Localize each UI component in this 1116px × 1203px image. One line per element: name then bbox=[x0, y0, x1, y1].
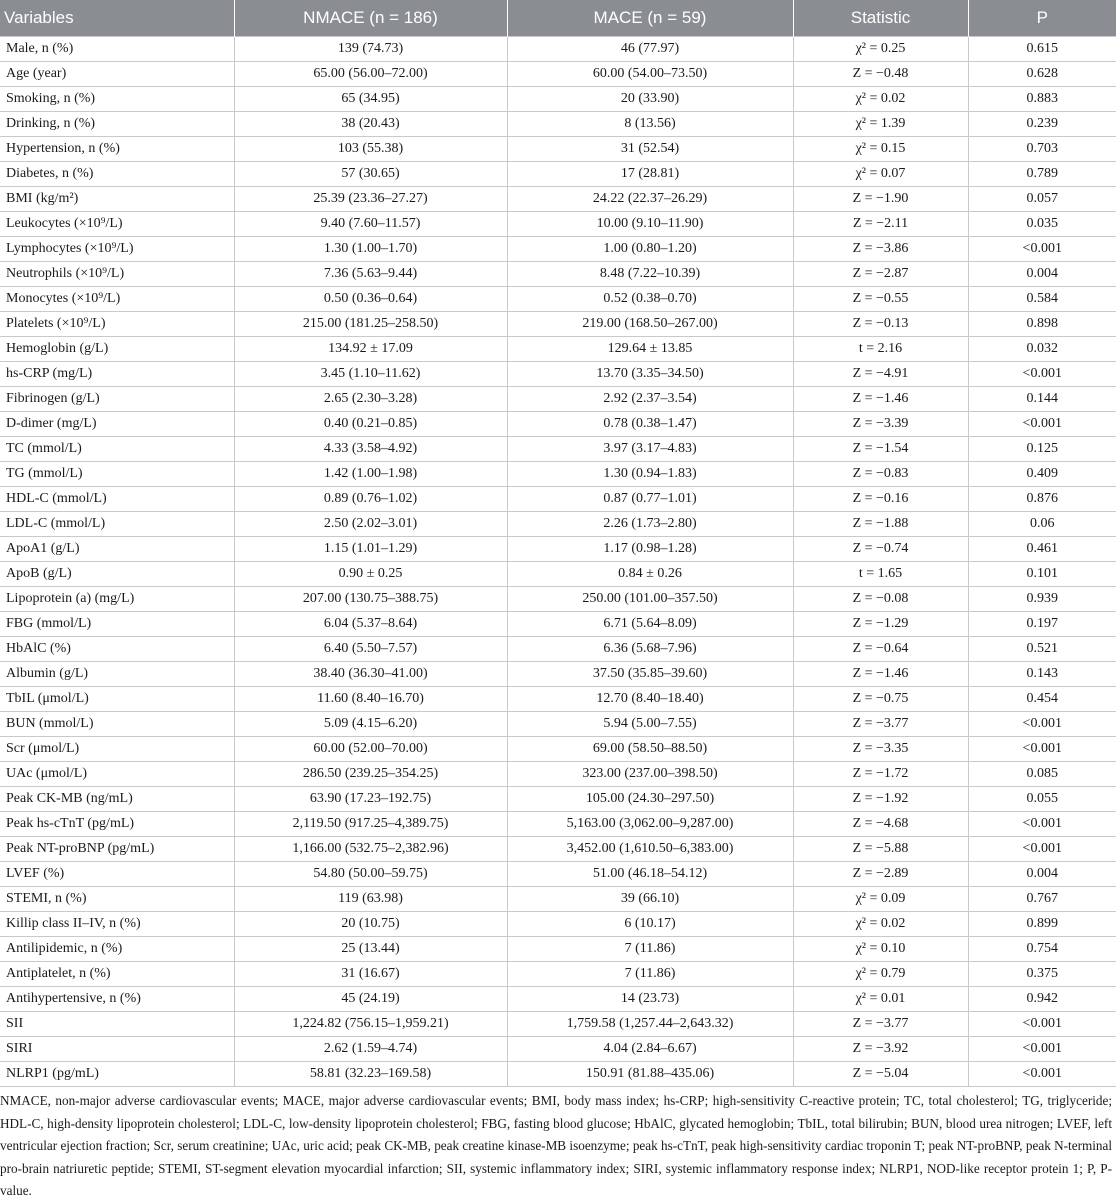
table-row bbox=[0, 737, 1116, 762]
table-row bbox=[0, 137, 1116, 162]
mace-cell: 31 (52.54) bbox=[507, 137, 793, 162]
variable-cell: Smoking, n (%) bbox=[0, 87, 234, 112]
nmace-cell: 2.65 (2.30–3.28) bbox=[234, 387, 507, 412]
variable-cell: Leukocytes (×10⁹/L) bbox=[0, 212, 234, 237]
mace-cell: 0.78 (0.38–1.47) bbox=[507, 412, 793, 437]
p-value-cell: 0.004 bbox=[968, 262, 1116, 287]
mace-cell: 24.22 (22.37–26.29) bbox=[507, 187, 793, 212]
p-value-cell: <0.001 bbox=[968, 812, 1116, 837]
statistic-cell: Z = −0.08 bbox=[793, 587, 968, 612]
p-value-cell: 0.06 bbox=[968, 512, 1116, 537]
variable-cell: ApoA1 (g/L) bbox=[0, 537, 234, 562]
mace-cell: 250.00 (101.00–357.50) bbox=[507, 587, 793, 612]
table-row bbox=[0, 462, 1116, 487]
mace-cell: 37.50 (35.85–39.60) bbox=[507, 662, 793, 687]
header-nmace: NMACE (n = 186) bbox=[234, 0, 507, 37]
statistic-cell: Z = −0.16 bbox=[793, 487, 968, 512]
statistic-cell: Z = −3.35 bbox=[793, 737, 968, 762]
nmace-cell: 0.90 ± 0.25 bbox=[234, 562, 507, 587]
mace-cell: 150.91 (81.88–435.06) bbox=[507, 1062, 793, 1087]
mace-cell: 7 (11.86) bbox=[507, 962, 793, 987]
statistic-cell: Z = −4.68 bbox=[793, 812, 968, 837]
mace-cell: 0.87 (0.77–1.01) bbox=[507, 487, 793, 512]
statistic-cell: Z = −4.91 bbox=[793, 362, 968, 387]
variable-cell: Lymphocytes (×10⁹/L) bbox=[0, 237, 234, 262]
variable-cell: Antihypertensive, n (%) bbox=[0, 987, 234, 1012]
mace-cell: 12.70 (8.40–18.40) bbox=[507, 687, 793, 712]
statistic-cell: Z = −1.54 bbox=[793, 437, 968, 462]
p-value-cell: 0.035 bbox=[968, 212, 1116, 237]
mace-cell: 39 (66.10) bbox=[507, 887, 793, 912]
variable-cell: Lipoprotein (a) (mg/L) bbox=[0, 587, 234, 612]
nmace-cell: 0.40 (0.21–0.85) bbox=[234, 412, 507, 437]
statistic-cell: Z = −0.64 bbox=[793, 637, 968, 662]
statistic-cell: χ² = 0.15 bbox=[793, 137, 968, 162]
p-value-cell: 0.032 bbox=[968, 337, 1116, 362]
p-value-cell: 0.197 bbox=[968, 612, 1116, 637]
nmace-cell: 58.81 (32.23–169.58) bbox=[234, 1062, 507, 1087]
variable-cell: Antiplatelet, n (%) bbox=[0, 962, 234, 987]
table-row bbox=[0, 562, 1116, 587]
nmace-cell: 9.40 (7.60–11.57) bbox=[234, 212, 507, 237]
table-row bbox=[0, 937, 1116, 962]
statistic-cell: t = 2.16 bbox=[793, 337, 968, 362]
variable-cell: Albumin (g/L) bbox=[0, 662, 234, 687]
header-variables: Variables bbox=[0, 0, 234, 37]
table-row bbox=[0, 1062, 1116, 1087]
variable-cell: Killip class II–IV, n (%) bbox=[0, 912, 234, 937]
mace-cell: 129.64 ± 13.85 bbox=[507, 337, 793, 362]
table-row bbox=[0, 87, 1116, 112]
nmace-cell: 65.00 (56.00–72.00) bbox=[234, 62, 507, 87]
variable-cell: TC (mmol/L) bbox=[0, 437, 234, 462]
statistic-cell: Z = −3.77 bbox=[793, 1012, 968, 1037]
nmace-cell: 60.00 (52.00–70.00) bbox=[234, 737, 507, 762]
mace-cell: 323.00 (237.00–398.50) bbox=[507, 762, 793, 787]
statistic-cell: χ² = 0.01 bbox=[793, 987, 968, 1012]
nmace-cell: 2,119.50 (917.25–4,389.75) bbox=[234, 812, 507, 837]
table-row bbox=[0, 662, 1116, 687]
nmace-cell: 38.40 (36.30–41.00) bbox=[234, 662, 507, 687]
statistic-cell: Z = −0.75 bbox=[793, 687, 968, 712]
statistic-cell: Z = −1.88 bbox=[793, 512, 968, 537]
p-value-cell: 0.101 bbox=[968, 562, 1116, 587]
p-value-cell: <0.001 bbox=[968, 712, 1116, 737]
table-row bbox=[0, 712, 1116, 737]
statistic-cell: χ² = 0.25 bbox=[793, 37, 968, 62]
variable-cell: BMI (kg/m²) bbox=[0, 187, 234, 212]
statistic-cell: Z = −2.11 bbox=[793, 212, 968, 237]
mace-cell: 4.04 (2.84–6.67) bbox=[507, 1037, 793, 1062]
table-row bbox=[0, 237, 1116, 262]
p-value-cell: 0.767 bbox=[968, 887, 1116, 912]
nmace-cell: 103 (55.38) bbox=[234, 137, 507, 162]
table-row bbox=[0, 37, 1116, 62]
variable-cell: Neutrophils (×10⁹/L) bbox=[0, 262, 234, 287]
p-value-cell: 0.942 bbox=[968, 987, 1116, 1012]
p-value-cell: 0.239 bbox=[968, 112, 1116, 137]
nmace-cell: 286.50 (239.25–354.25) bbox=[234, 762, 507, 787]
nmace-cell: 215.00 (181.25–258.50) bbox=[234, 312, 507, 337]
variable-cell: Monocytes (×10⁹/L) bbox=[0, 287, 234, 312]
p-value-cell: <0.001 bbox=[968, 1062, 1116, 1087]
mace-cell: 6 (10.17) bbox=[507, 912, 793, 937]
p-value-cell: <0.001 bbox=[968, 237, 1116, 262]
mace-cell: 8.48 (7.22–10.39) bbox=[507, 262, 793, 287]
statistic-cell: Z = −1.92 bbox=[793, 787, 968, 812]
table-row bbox=[0, 387, 1116, 412]
p-value-cell: 0.584 bbox=[968, 287, 1116, 312]
statistic-cell: χ² = 0.09 bbox=[793, 887, 968, 912]
nmace-cell: 5.09 (4.15–6.20) bbox=[234, 712, 507, 737]
table-footnote: NMACE, non-major adverse cardiovascular events; MACE, major adverse cardiovascular events; BMI, body mass index; hs-CRP; high-sensitivity C-reactive protein; TC, total cholesterol; TG, triglyceride; HDL-C, high-density lipoprotein cholesterol; LDL-C, low-density lipoprotein cholesterol; FBG, fasting blood glucose; HbAlC, glycated hemoglobin; TbIL, total bilirubin; BUN, blood urea nitrogen; LVEF, left ventricular ejection fraction; Scr, serum creatinine; UAc, uric acid; peak CK-MB, peak creatine kinase-MB isoenzyme; peak hs-cTnT, peak high-sensitivity cardiac troponin T; peak NT-proBNP, peak N-terminal pro-brain natriuretic peptide; STEMI, ST-segment elevation myocardial infarction; SII, systemic inflammatory index; SIRI, systemic inflammatory response index; NLRP1, NOD-like receptor protein 1; P, P-value. bbox=[0, 1093, 1112, 1198]
table-row bbox=[0, 612, 1116, 637]
p-value-cell: 0.628 bbox=[968, 62, 1116, 87]
variable-cell: Drinking, n (%) bbox=[0, 112, 234, 137]
table-row bbox=[0, 1037, 1116, 1062]
variable-cell: D-dimer (mg/L) bbox=[0, 412, 234, 437]
table-header-row bbox=[0, 0, 1116, 37]
nmace-cell: 119 (63.98) bbox=[234, 887, 507, 912]
p-value-cell: <0.001 bbox=[968, 412, 1116, 437]
table-row bbox=[0, 887, 1116, 912]
table-row bbox=[0, 587, 1116, 612]
statistic-cell: Z = −1.90 bbox=[793, 187, 968, 212]
nmace-cell: 0.50 (0.36–0.64) bbox=[234, 287, 507, 312]
mace-cell: 20 (33.90) bbox=[507, 87, 793, 112]
mace-cell: 6.71 (5.64–8.09) bbox=[507, 612, 793, 637]
p-value-cell: 0.055 bbox=[968, 787, 1116, 812]
p-value-cell: 0.703 bbox=[968, 137, 1116, 162]
variable-cell: STEMI, n (%) bbox=[0, 887, 234, 912]
nmace-cell: 25.39 (23.36–27.27) bbox=[234, 187, 507, 212]
statistic-cell: Z = −0.13 bbox=[793, 312, 968, 337]
table-row bbox=[0, 287, 1116, 312]
variable-cell: NLRP1 (pg/mL) bbox=[0, 1062, 234, 1087]
variable-cell: Hemoglobin (g/L) bbox=[0, 337, 234, 362]
p-value-cell: 0.143 bbox=[968, 662, 1116, 687]
table-row bbox=[0, 412, 1116, 437]
nmace-cell: 2.50 (2.02–3.01) bbox=[234, 512, 507, 537]
p-value-cell: <0.001 bbox=[968, 737, 1116, 762]
statistic-cell: χ² = 0.79 bbox=[793, 962, 968, 987]
table-row bbox=[0, 837, 1116, 862]
p-value-cell: <0.001 bbox=[968, 1037, 1116, 1062]
variable-cell: ApoB (g/L) bbox=[0, 562, 234, 587]
table-row bbox=[0, 62, 1116, 87]
nmace-cell: 134.92 ± 17.09 bbox=[234, 337, 507, 362]
p-value-cell: 0.939 bbox=[968, 587, 1116, 612]
mace-cell: 2.26 (1.73–2.80) bbox=[507, 512, 793, 537]
nmace-cell: 0.89 (0.76–1.02) bbox=[234, 487, 507, 512]
statistic-cell: χ² = 0.07 bbox=[793, 162, 968, 187]
nmace-cell: 38 (20.43) bbox=[234, 112, 507, 137]
mace-cell: 1.17 (0.98–1.28) bbox=[507, 537, 793, 562]
mace-cell: 3,452.00 (1,610.50–6,383.00) bbox=[507, 837, 793, 862]
table-body bbox=[0, 37, 1116, 1087]
statistic-cell: Z = −0.74 bbox=[793, 537, 968, 562]
mace-cell: 69.00 (58.50–88.50) bbox=[507, 737, 793, 762]
statistic-cell: χ² = 0.02 bbox=[793, 87, 968, 112]
nmace-cell: 6.04 (5.37–8.64) bbox=[234, 612, 507, 637]
p-value-cell: 0.409 bbox=[968, 462, 1116, 487]
mace-cell: 6.36 (5.68–7.96) bbox=[507, 637, 793, 662]
p-value-cell: 0.057 bbox=[968, 187, 1116, 212]
mace-cell: 60.00 (54.00–73.50) bbox=[507, 62, 793, 87]
p-value-cell: 0.125 bbox=[968, 437, 1116, 462]
nmace-cell: 54.80 (50.00–59.75) bbox=[234, 862, 507, 887]
table-row bbox=[0, 487, 1116, 512]
mace-cell: 46 (77.97) bbox=[507, 37, 793, 62]
statistic-cell: Z = −0.55 bbox=[793, 287, 968, 312]
table-row bbox=[0, 762, 1116, 787]
variable-cell: UAc (μmol/L) bbox=[0, 762, 234, 787]
mace-cell: 0.52 (0.38–0.70) bbox=[507, 287, 793, 312]
statistic-cell: Z = −5.04 bbox=[793, 1062, 968, 1087]
p-value-cell: 0.521 bbox=[968, 637, 1116, 662]
variable-cell: LVEF (%) bbox=[0, 862, 234, 887]
mace-cell: 5.94 (5.00–7.55) bbox=[507, 712, 793, 737]
statistic-cell: Z = −2.87 bbox=[793, 262, 968, 287]
table-row bbox=[0, 637, 1116, 662]
variable-cell: hs-CRP (mg/L) bbox=[0, 362, 234, 387]
nmace-cell: 63.90 (17.23–192.75) bbox=[234, 787, 507, 812]
table-row bbox=[0, 537, 1116, 562]
p-value-cell: 0.004 bbox=[968, 862, 1116, 887]
table-row bbox=[0, 812, 1116, 837]
table-row bbox=[0, 112, 1116, 137]
mace-cell: 13.70 (3.35–34.50) bbox=[507, 362, 793, 387]
header-mace: MACE (n = 59) bbox=[507, 0, 793, 37]
p-value-cell: 0.615 bbox=[968, 37, 1116, 62]
p-value-cell: 0.085 bbox=[968, 762, 1116, 787]
mace-cell: 0.84 ± 0.26 bbox=[507, 562, 793, 587]
table-row bbox=[0, 912, 1116, 937]
table-row bbox=[0, 312, 1116, 337]
table-row bbox=[0, 337, 1116, 362]
mace-cell: 2.92 (2.37–3.54) bbox=[507, 387, 793, 412]
variable-cell: SII bbox=[0, 1012, 234, 1037]
p-value-cell: 0.789 bbox=[968, 162, 1116, 187]
nmace-cell: 20 (10.75) bbox=[234, 912, 507, 937]
variable-cell: TbIL (μmol/L) bbox=[0, 687, 234, 712]
table-row bbox=[0, 187, 1116, 212]
variable-cell: HbAlC (%) bbox=[0, 637, 234, 662]
statistic-cell: Z = −3.92 bbox=[793, 1037, 968, 1062]
p-value-cell: 0.754 bbox=[968, 937, 1116, 962]
variable-cell: Diabetes, n (%) bbox=[0, 162, 234, 187]
statistic-cell: t = 1.65 bbox=[793, 562, 968, 587]
header-p-value: P bbox=[968, 0, 1116, 37]
table-row bbox=[0, 787, 1116, 812]
variable-cell: SIRI bbox=[0, 1037, 234, 1062]
statistic-cell: Z = −3.86 bbox=[793, 237, 968, 262]
table-row bbox=[0, 987, 1116, 1012]
statistic-cell: Z = −1.72 bbox=[793, 762, 968, 787]
mace-cell: 3.97 (3.17–4.83) bbox=[507, 437, 793, 462]
mace-cell: 1.00 (0.80–1.20) bbox=[507, 237, 793, 262]
nmace-cell: 7.36 (5.63–9.44) bbox=[234, 262, 507, 287]
nmace-cell: 1.42 (1.00–1.98) bbox=[234, 462, 507, 487]
mace-cell: 14 (23.73) bbox=[507, 987, 793, 1012]
nmace-cell: 1,166.00 (532.75–2,382.96) bbox=[234, 837, 507, 862]
nmace-cell: 207.00 (130.75–388.75) bbox=[234, 587, 507, 612]
p-value-cell: 0.461 bbox=[968, 537, 1116, 562]
p-value-cell: 0.375 bbox=[968, 962, 1116, 987]
table-row bbox=[0, 162, 1116, 187]
mace-cell: 5,163.00 (3,062.00–9,287.00) bbox=[507, 812, 793, 837]
header-statistic: Statistic bbox=[793, 0, 968, 37]
statistic-cell: χ² = 0.10 bbox=[793, 937, 968, 962]
table-row bbox=[0, 212, 1116, 237]
mace-cell: 1.30 (0.94–1.83) bbox=[507, 462, 793, 487]
mace-cell: 10.00 (9.10–11.90) bbox=[507, 212, 793, 237]
mace-cell: 8 (13.56) bbox=[507, 112, 793, 137]
statistic-cell: Z = −1.29 bbox=[793, 612, 968, 637]
nmace-cell: 1,224.82 (756.15–1,959.21) bbox=[234, 1012, 507, 1037]
mace-cell: 219.00 (168.50–267.00) bbox=[507, 312, 793, 337]
nmace-cell: 45 (24.19) bbox=[234, 987, 507, 1012]
variable-cell: FBG (mmol/L) bbox=[0, 612, 234, 637]
statistic-cell: Z = −5.88 bbox=[793, 837, 968, 862]
mace-cell: 7 (11.86) bbox=[507, 937, 793, 962]
nmace-cell: 139 (74.73) bbox=[234, 37, 507, 62]
mace-cell: 1,759.58 (1,257.44–2,643.32) bbox=[507, 1012, 793, 1037]
table-row bbox=[0, 262, 1116, 287]
nmace-cell: 65 (34.95) bbox=[234, 87, 507, 112]
mace-cell: 17 (28.81) bbox=[507, 162, 793, 187]
p-value-cell: 0.144 bbox=[968, 387, 1116, 412]
statistic-cell: Z = −2.89 bbox=[793, 862, 968, 887]
nmace-cell: 1.15 (1.01–1.29) bbox=[234, 537, 507, 562]
variable-cell: Fibrinogen (g/L) bbox=[0, 387, 234, 412]
variable-cell: Scr (μmol/L) bbox=[0, 737, 234, 762]
statistic-cell: Z = −3.77 bbox=[793, 712, 968, 737]
table-row bbox=[0, 862, 1116, 887]
variable-cell: Peak hs-cTnT (pg/mL) bbox=[0, 812, 234, 837]
variable-cell: Age (year) bbox=[0, 62, 234, 87]
p-value-cell: 0.898 bbox=[968, 312, 1116, 337]
statistic-cell: χ² = 0.02 bbox=[793, 912, 968, 937]
p-value-cell: <0.001 bbox=[968, 1012, 1116, 1037]
variable-cell: TG (mmol/L) bbox=[0, 462, 234, 487]
nmace-cell: 2.62 (1.59–4.74) bbox=[234, 1037, 507, 1062]
variable-cell: Antilipidemic, n (%) bbox=[0, 937, 234, 962]
variable-cell: Platelets (×10⁹/L) bbox=[0, 312, 234, 337]
statistic-cell: Z = −0.83 bbox=[793, 462, 968, 487]
table-row bbox=[0, 512, 1116, 537]
statistic-cell: Z = −0.48 bbox=[793, 62, 968, 87]
nmace-cell: 3.45 (1.10–11.62) bbox=[234, 362, 507, 387]
nmace-cell: 1.30 (1.00–1.70) bbox=[234, 237, 507, 262]
nmace-cell: 11.60 (8.40–16.70) bbox=[234, 687, 507, 712]
variable-cell: Male, n (%) bbox=[0, 37, 234, 62]
mace-cell: 51.00 (46.18–54.12) bbox=[507, 862, 793, 887]
nmace-cell: 25 (13.44) bbox=[234, 937, 507, 962]
variable-cell: Hypertension, n (%) bbox=[0, 137, 234, 162]
variable-cell: Peak NT-proBNP (pg/mL) bbox=[0, 837, 234, 862]
p-value-cell: 0.899 bbox=[968, 912, 1116, 937]
nmace-cell: 6.40 (5.50–7.57) bbox=[234, 637, 507, 662]
p-value-cell: 0.883 bbox=[968, 87, 1116, 112]
statistic-cell: Z = −1.46 bbox=[793, 387, 968, 412]
p-value-cell: <0.001 bbox=[968, 362, 1116, 387]
table-row bbox=[0, 962, 1116, 987]
variable-cell: BUN (mmol/L) bbox=[0, 712, 234, 737]
p-value-cell: 0.876 bbox=[968, 487, 1116, 512]
nmace-cell: 57 (30.65) bbox=[234, 162, 507, 187]
nmace-cell: 31 (16.67) bbox=[234, 962, 507, 987]
table-row bbox=[0, 437, 1116, 462]
p-value-cell: 0.454 bbox=[968, 687, 1116, 712]
table-row bbox=[0, 362, 1116, 387]
table-row bbox=[0, 687, 1116, 712]
table-row bbox=[0, 1012, 1116, 1037]
statistic-cell: Z = −1.46 bbox=[793, 662, 968, 687]
p-value-cell: <0.001 bbox=[968, 837, 1116, 862]
statistic-cell: Z = −3.39 bbox=[793, 412, 968, 437]
statistic-cell: χ² = 1.39 bbox=[793, 112, 968, 137]
mace-cell: 105.00 (24.30–297.50) bbox=[507, 787, 793, 812]
variable-cell: LDL-C (mmol/L) bbox=[0, 512, 234, 537]
variable-cell: HDL-C (mmol/L) bbox=[0, 487, 234, 512]
nmace-cell: 4.33 (3.58–4.92) bbox=[234, 437, 507, 462]
variable-cell: Peak CK-MB (ng/mL) bbox=[0, 787, 234, 812]
